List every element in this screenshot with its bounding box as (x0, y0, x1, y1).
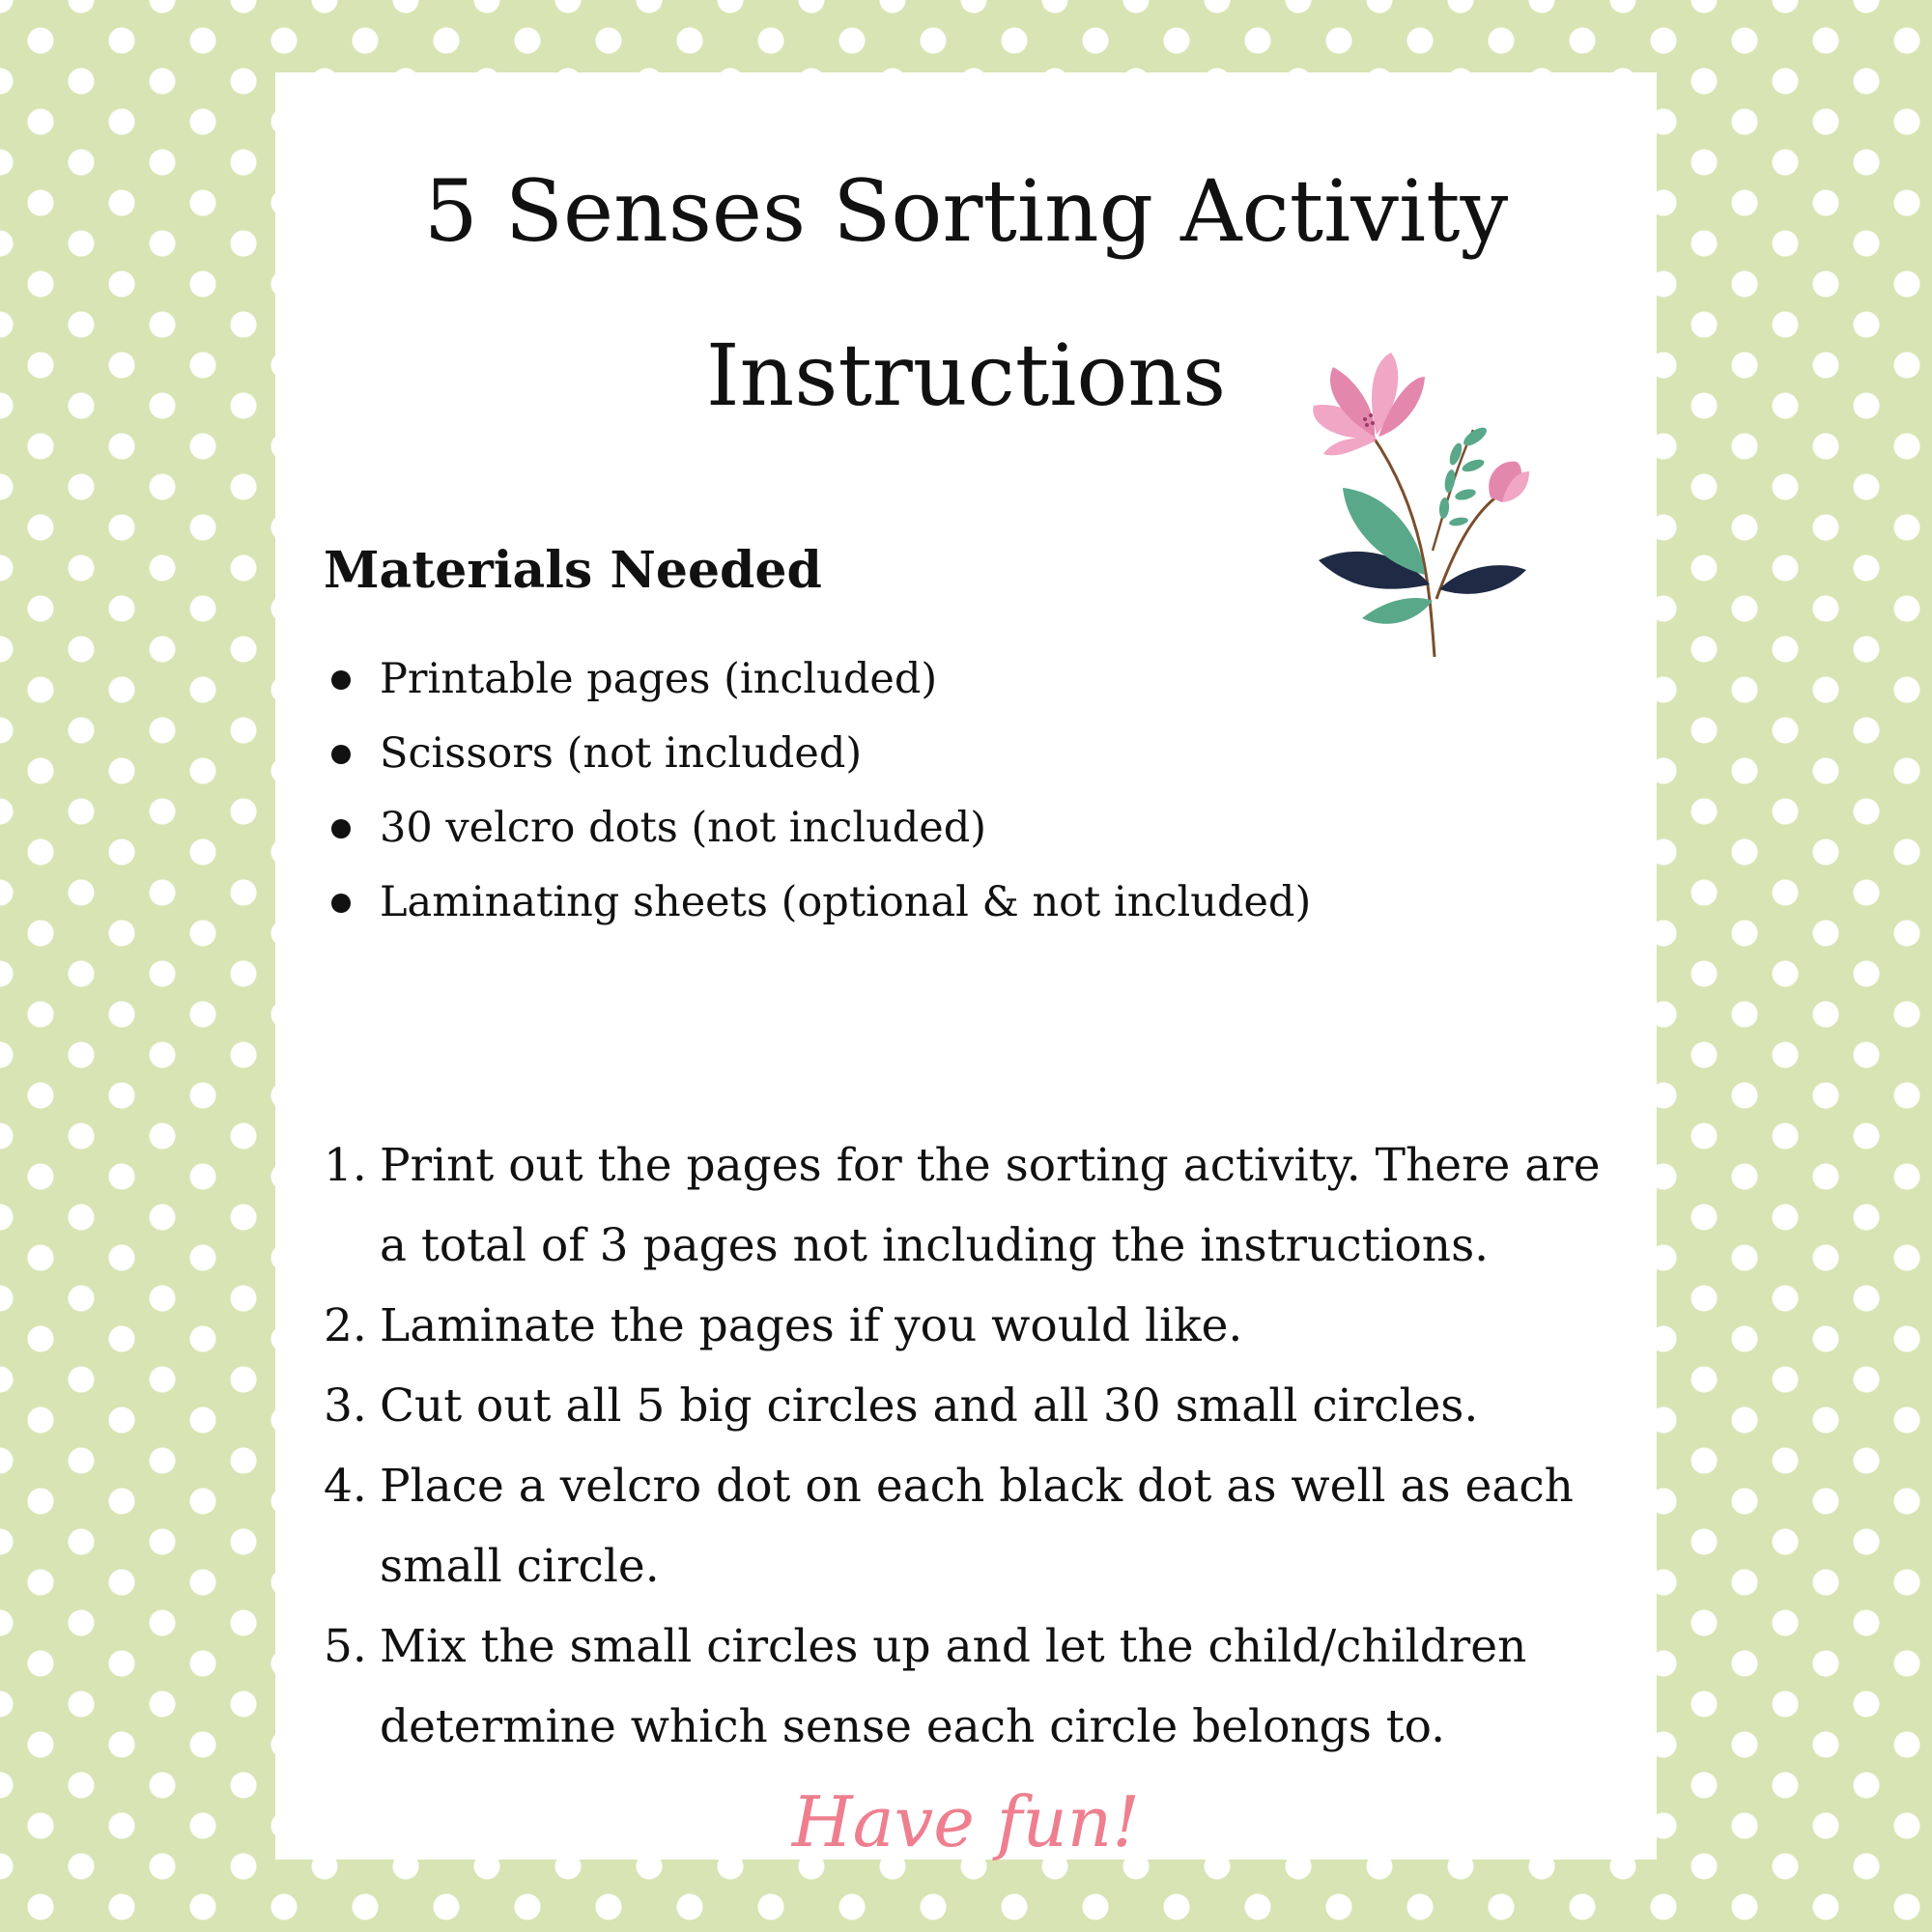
bullet-icon (331, 819, 351, 838)
step-number: 5. (324, 1620, 367, 1673)
materials-item-label: Laminating sheets (optional & not included) (380, 878, 1312, 926)
materials-item-label: Scissors (not included) (380, 729, 863, 778)
bullet-icon (331, 894, 351, 913)
materials-item (324, 791, 1311, 866)
step-item (324, 1125, 1628, 1286)
materials-heading: Materials Needed (324, 541, 822, 600)
step-text-line: Laminate the pages if you would like. (380, 1299, 1243, 1352)
step-text-line: a total of 3 pages not including the instructions. (380, 1219, 1490, 1272)
step-text-line: Mix the small circles up and let the child/children (380, 1620, 1527, 1673)
step-item (324, 1366, 1628, 1446)
step-number: 1. (324, 1139, 367, 1192)
step-number: 3. (324, 1379, 367, 1433)
step-text-line: Print out the pages for the sorting activity. There are (380, 1139, 1601, 1192)
closing-message: Have fun! (791, 1781, 1141, 1862)
step-item (324, 1286, 1628, 1366)
materials-item-label: Printable pages (included) (380, 655, 938, 703)
page-title-line-1: 5 Senses Sorting Activity (423, 161, 1509, 261)
page-title-line-2: Instructions (705, 326, 1227, 425)
step-text-line: small circle. (380, 1540, 660, 1593)
bullet-icon (331, 670, 351, 690)
materials-item (324, 866, 1311, 940)
flower-illustration (1309, 348, 1546, 657)
step-item (324, 1606, 1628, 1767)
step-text-line: determine which sense each circle belongs to. (380, 1700, 1446, 1753)
step-item (324, 1446, 1628, 1606)
materials-item (324, 717, 1311, 791)
step-number: 2. (324, 1299, 367, 1352)
materials-item (324, 642, 1311, 717)
steps-list (324, 1125, 1628, 1767)
instruction-card (275, 72, 1657, 1860)
step-text-line: Cut out all 5 big circles and all 30 small circles. (380, 1379, 1479, 1433)
materials-item-label: 30 velcro dots (not included) (380, 804, 987, 852)
step-number: 4. (324, 1460, 367, 1513)
step-text-line: Place a velcro dot on each black dot as well as each (380, 1460, 1574, 1513)
bullet-icon (331, 745, 351, 764)
materials-list (324, 642, 1311, 940)
